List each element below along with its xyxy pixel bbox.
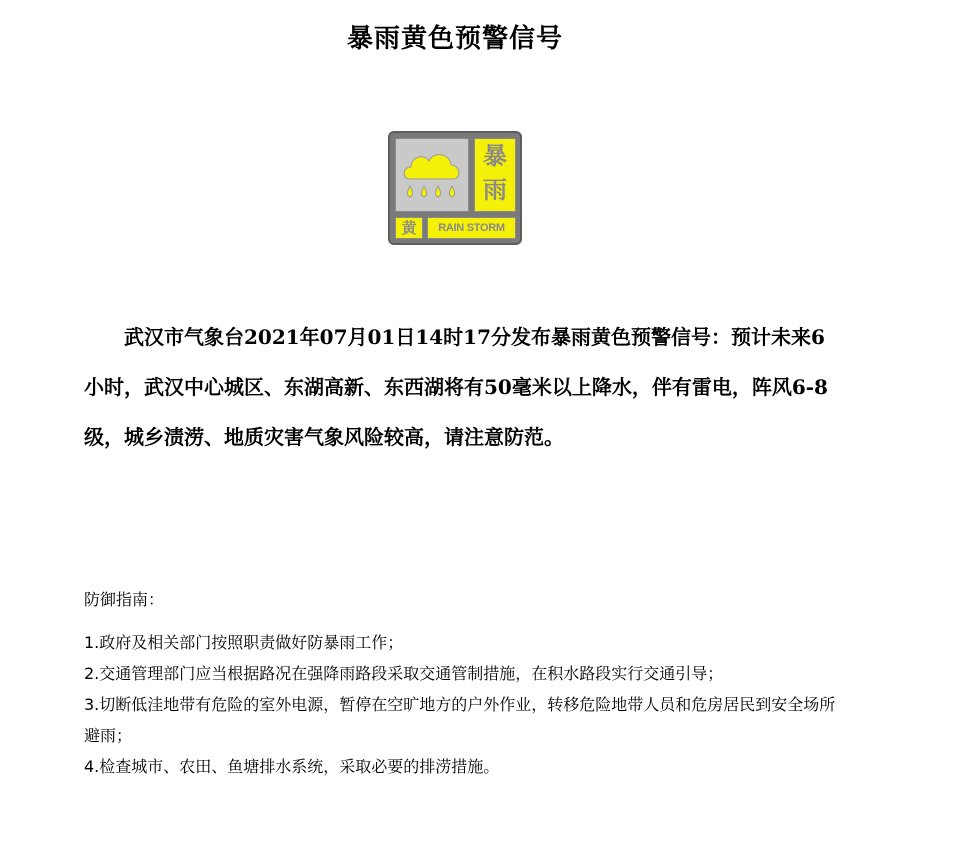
signal-name-box xyxy=(474,138,516,212)
defense-guide xyxy=(84,584,844,782)
guide-item: 1.政府及相关部门按照职责做好防暴雨工作； xyxy=(84,633,404,652)
guide-list xyxy=(84,627,844,782)
signal-char-top: 暴 xyxy=(483,142,507,170)
cloud-rain-icon xyxy=(396,139,468,211)
guide-item: 4.检查城市、农田、鱼塘排水系统，采取必要的排涝措施。 xyxy=(84,757,500,776)
signal-level-char: 黄 xyxy=(395,217,423,239)
signal-char-bottom: 雨 xyxy=(483,176,507,204)
signal-english-label: RAIN STORM xyxy=(427,217,516,239)
guide-title: 防御指南： xyxy=(84,590,165,609)
guide-item: 2.交通管理部门应当根据路况在强降雨路段采取交通管制措施，在积水路段实行交通引导； xyxy=(84,664,724,683)
rainstorm-yellow-signal xyxy=(388,131,522,245)
warning-main-text: 武汉市气象台2021年07月01日14时17分发布暴雨黄色预警信号：预计未来6小时，武汉中心城区、东湖高新、东西湖将有50毫米以上降水，伴有雷电，阵风6-8级，城乡渍涝、地质灾害气象风险较高，请注意防范。 xyxy=(84,325,828,449)
sky-panel xyxy=(395,138,469,212)
guide-item: 3.切断低洼地带有危险的室外电源，暂停在空旷地方的户外作业，转移危险地带人员和危房居民到安全场所避雨； xyxy=(84,695,836,745)
document-title: 暴雨黄色预警信号 xyxy=(346,24,563,54)
